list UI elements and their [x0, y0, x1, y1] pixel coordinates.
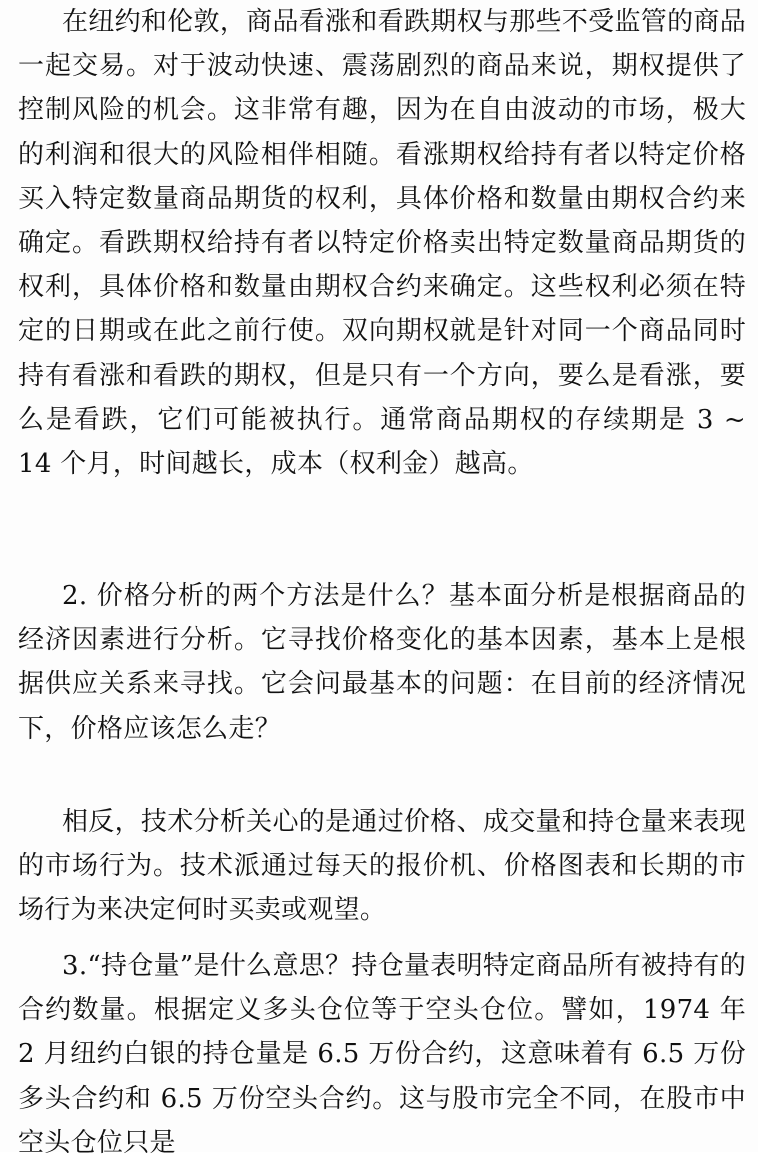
paragraph-technical-analysis: 相反，技术分析关心的是通过价格、成交量和持仓量来表现的市场行为。技术派通过每天的报价机、价格图表和长期的市场行为来决定何时买卖或观望。: [18, 807, 746, 926]
paragraph-commodity-options: 在纽约和伦敦，商品看涨和看跌期权与那些不受监管的商品一起交易。对于波动快速、震荡剧烈的商品来说，期权提供了控制风险的机会。这非常有趣，因为在自由波动的市场，极大的利润和很大的风险相伴相随。看涨期权给持有者以特定价格买入特定数量商品期货的权利，具体价格和数量由期权合约来确定。看跌期权给持有者以特定价格卖出特定数量商品期货的权利，具体价格和数量由期权合约来确定。这些权利必须在特定的日期或在此之前行使。双向期权就是针对同一个商品同时持有看涨和看跌的期权，但是只有一个方向，要么是看涨，要么是看跌，它们可能被执行。通常商品期权的存续期是 3 ~ 14 个月，时间越长，成本（权利金）越高。: [18, 7, 746, 480]
paragraph-price-analysis-methods: 2. 价格分析的两个方法是什么？基本面分析是根据商品的经济因素进行分析。它寻找价格变化的基本因素，基本上是根据供应关系来寻找。它会问最基本的问题：在目前的经济情况下，价格应该怎么走？: [18, 581, 746, 744]
paragraph-open-interest: 3.“持仓量”是什么意思？持仓量表明特定商品所有被持有的合约数量。根据定义多头仓位等于空头仓位。譬如，1974 年 2 月纽约白银的持仓量是 6.5 万份合约，这意味着有 6.5 万份多头合约和 6.5 万份空头合约。这与股市完全不同，在股市中空头仓位只是: [18, 951, 746, 1158]
